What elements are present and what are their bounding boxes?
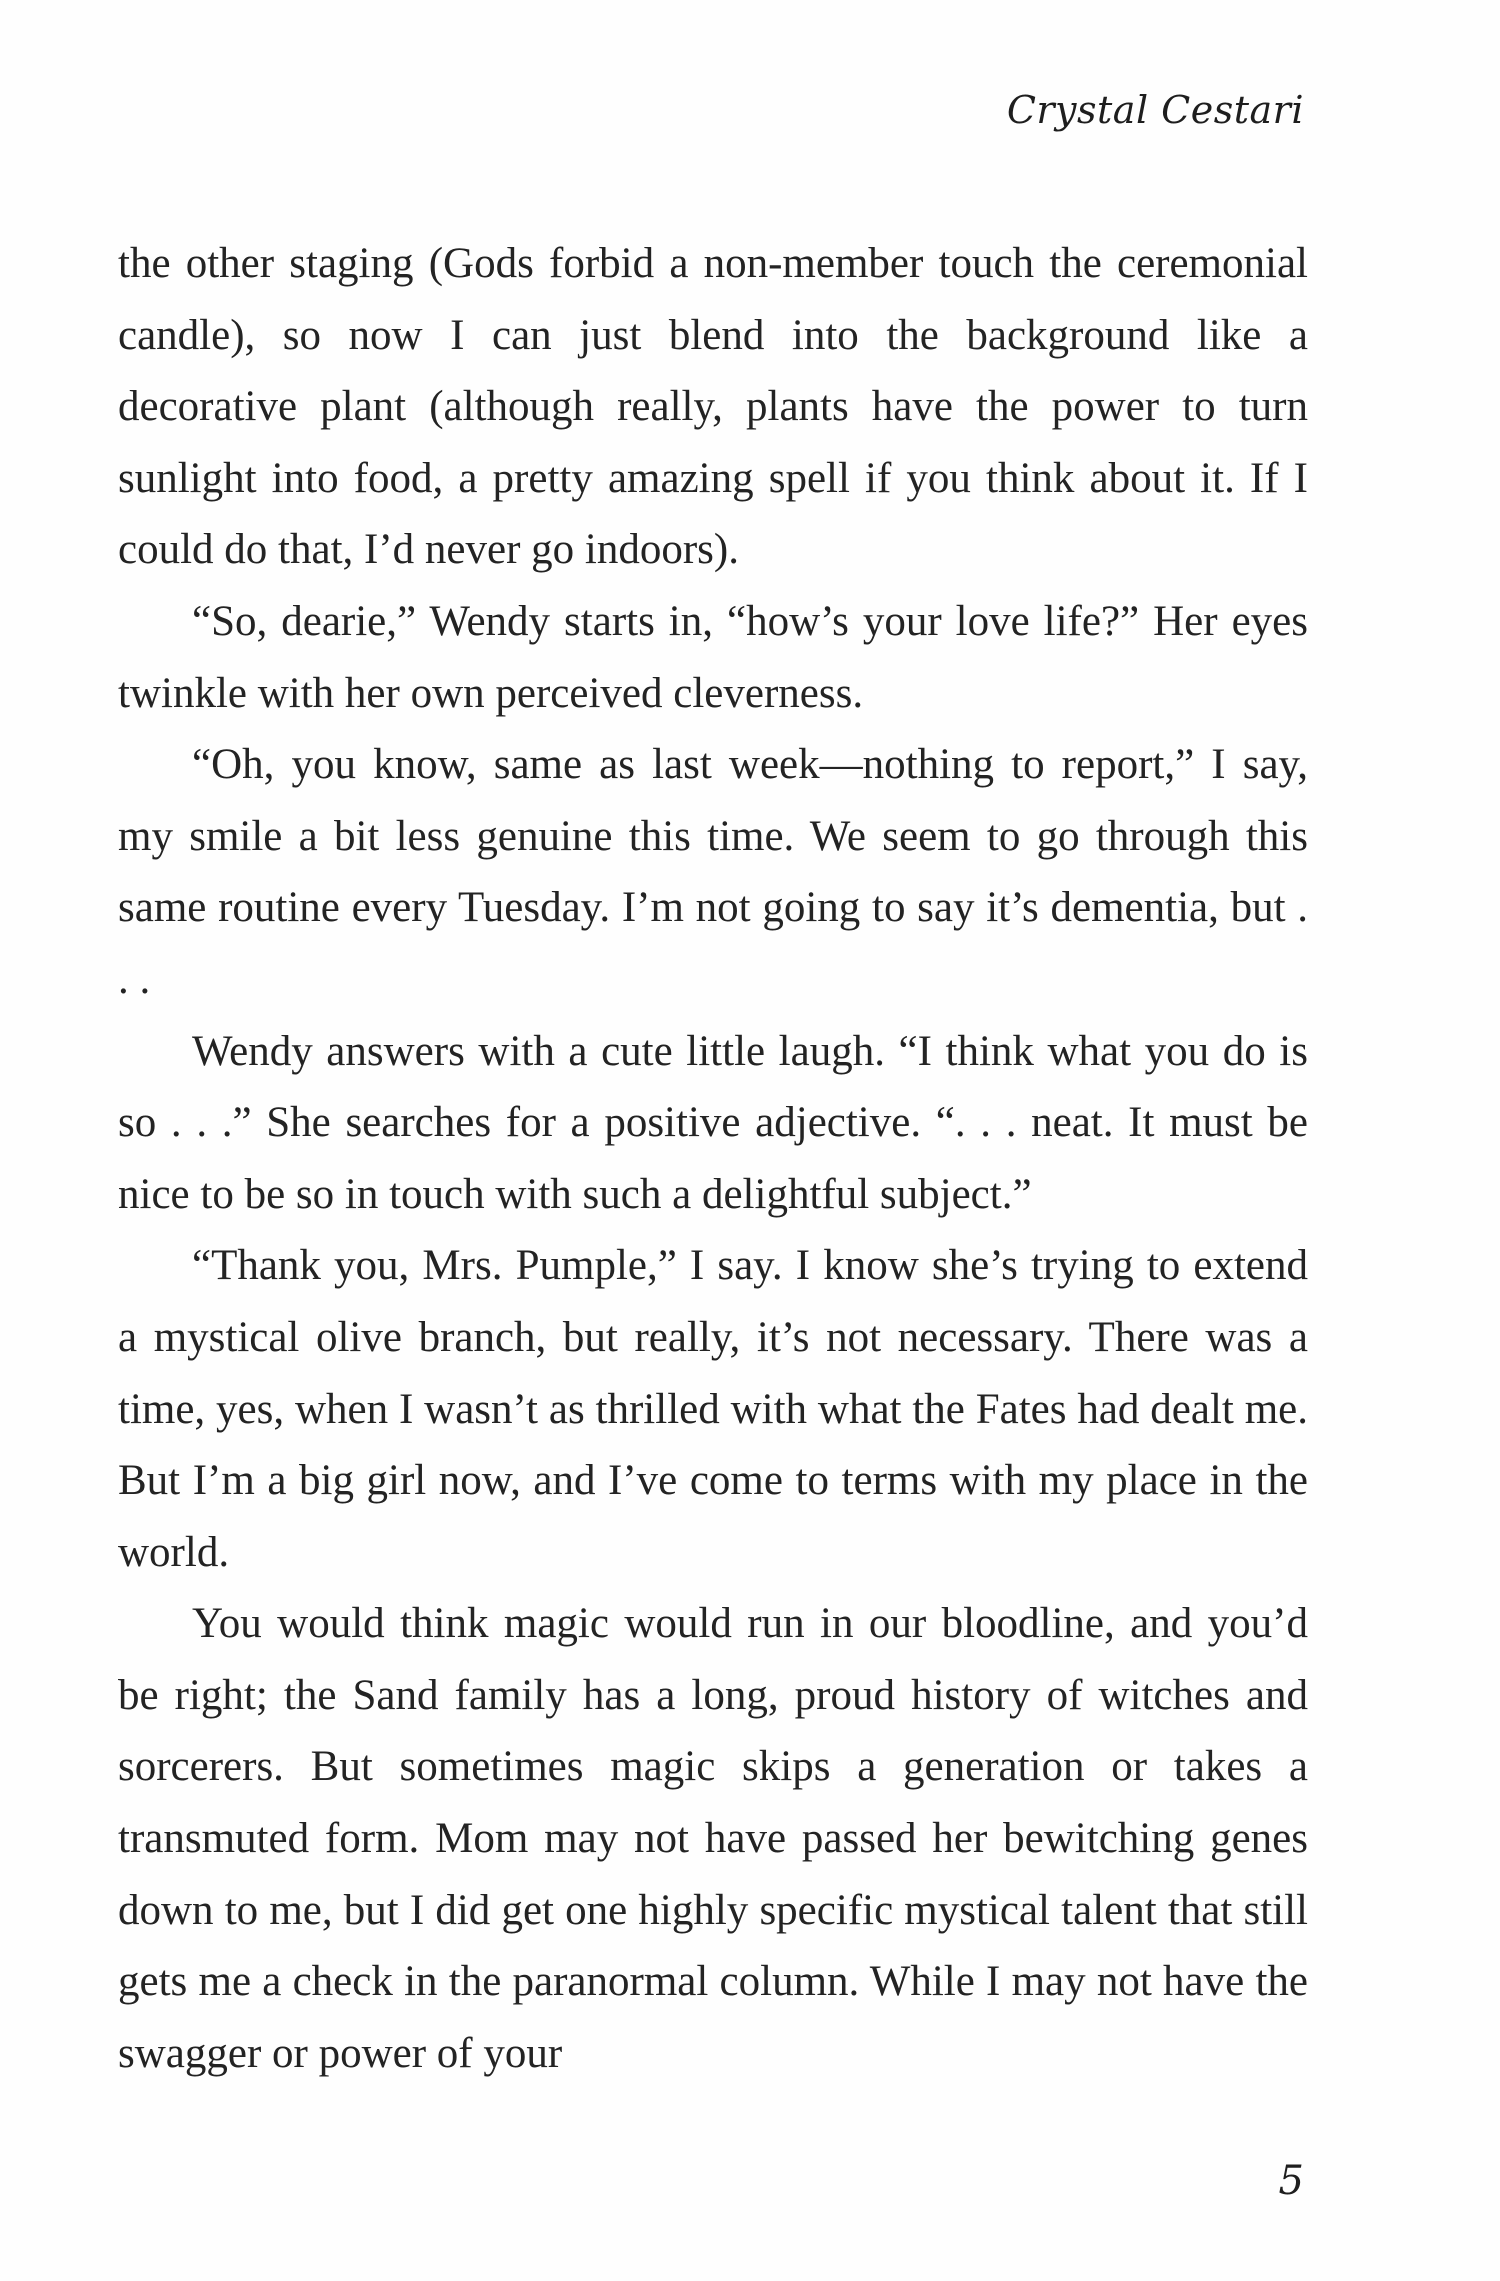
- paragraph-6: You would think magic would run in our bloodline, and you’d be right; the Sand family has a long, proud history of witches and sorcerers. But sometimes magic skips a generation or takes a transmuted form. Mom may not have passed her bewitching genes down to me, but I did get one highly specific mystical talent that still gets me a check in the paranormal column. While I may not have the swagger or power of your: [118, 1600, 1308, 2077]
- paragraph-1: the other staging (Gods forbid a non-member touch the ceremonial candle), so now I can just blend into the background like a decorative plant (although really, plants have the power to turn sunlight into food, a pretty amazing spell if you think about it. If I could do that, I’d never go indoors).: [118, 240, 1308, 574]
- paragraph-5: “Thank you, Mrs. Pumple,” I say. I know she’s trying to extend a mystical olive branch, but really, it’s not necessary. There was a time, yes, when I wasn’t as thrilled with what the Fates had dealt me. But I’m a big girl now, and I’ve come to terms with my place in the world.: [118, 1242, 1308, 1576]
- body-text: [118, 228, 1308, 2089]
- paragraph-4: Wendy answers with a cute little laugh. “I think what you do is so . . .” She searches for a positive adjective. “. . . neat. It must be nice to be so in touch with such a delightful subject.”: [118, 1027, 1308, 1218]
- page-number: 5: [1278, 2158, 1304, 2204]
- paragraph-2: “So, dearie,” Wendy starts in, “how’s your love life?” Her eyes twinkle with her own perceived cleverness.: [118, 597, 1308, 717]
- running-head-author: Crystal Cestari: [1006, 88, 1304, 132]
- paragraph-3: “Oh, you know, same as last week—nothing to report,” I say, my smile a bit less genuine this time. We seem to go through this same routine every Tuesday. I’m not going to say it’s dementia, but . . .: [118, 741, 1308, 1003]
